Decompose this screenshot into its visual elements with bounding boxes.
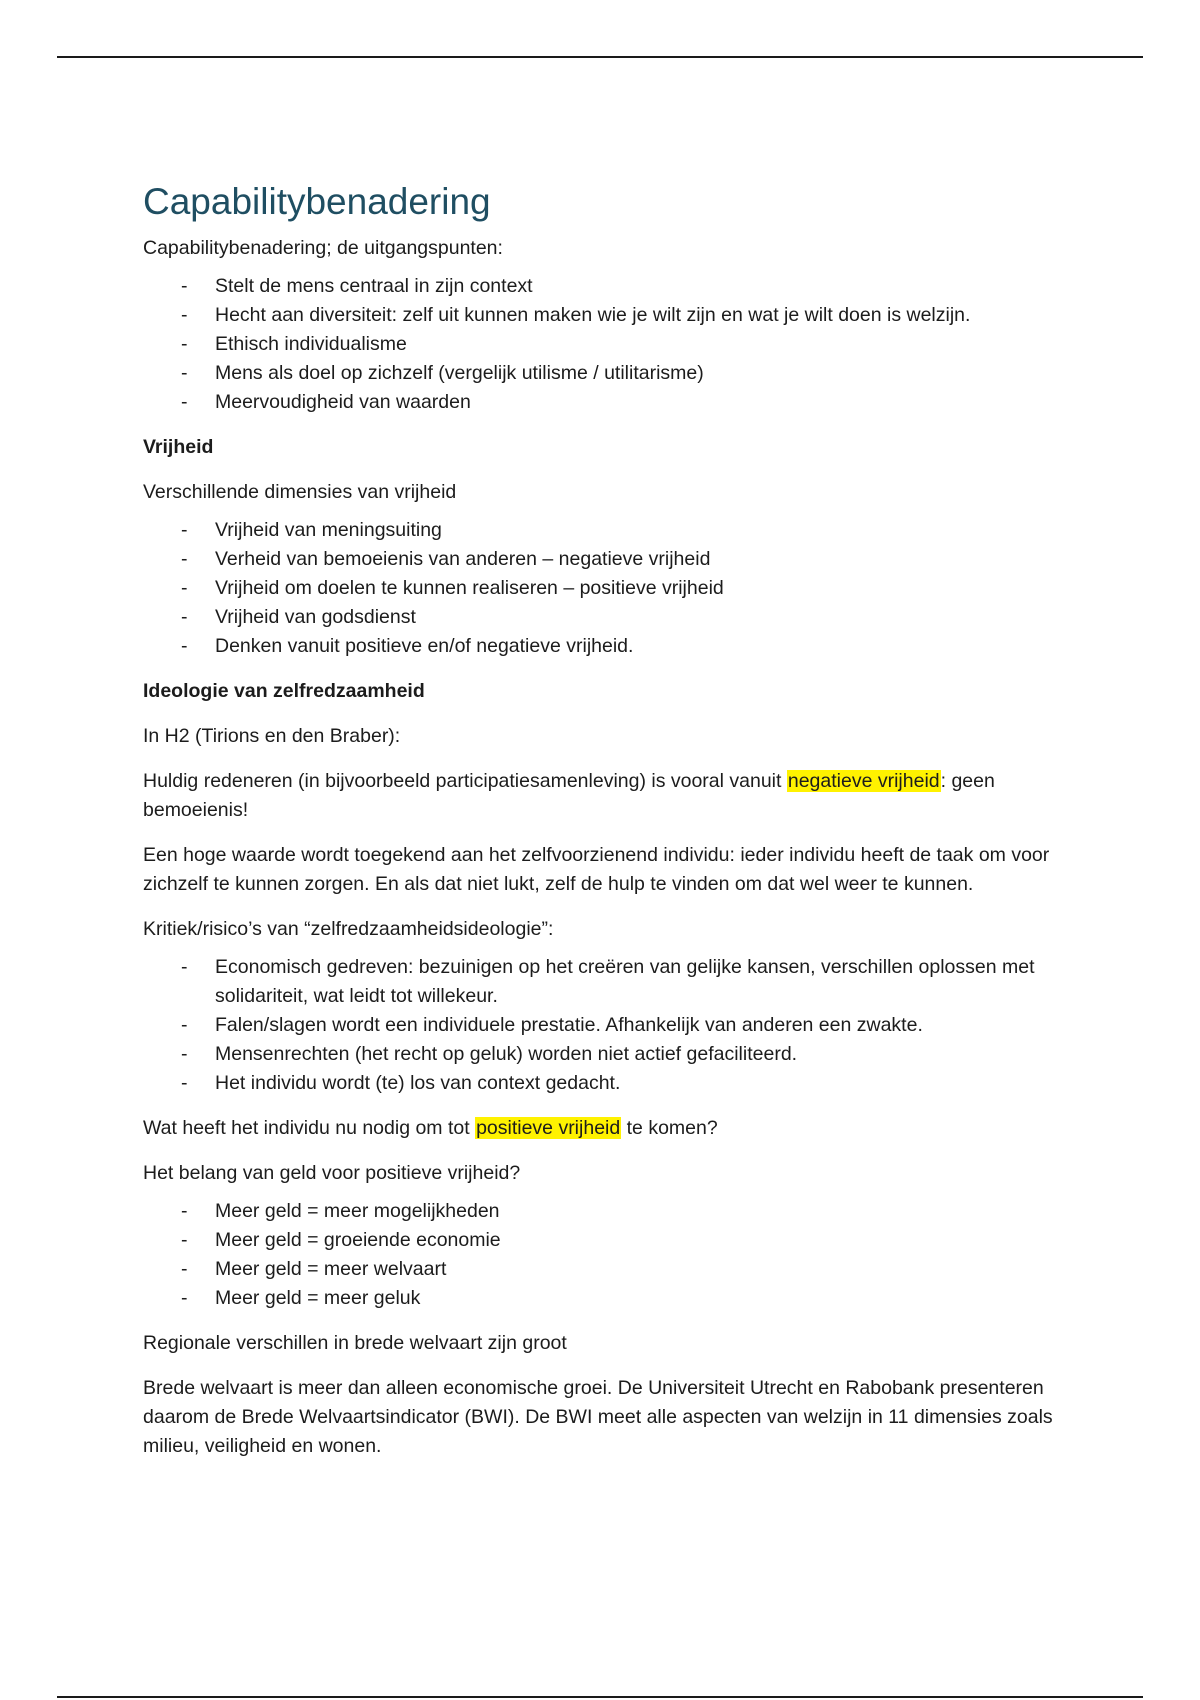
header-rule: [57, 56, 1143, 58]
list-item: - Mens als doel op zichzelf (vergelijk utilisme / utilitarisme): [143, 359, 1073, 388]
freedom-list: [143, 516, 1073, 661]
value-paragraph: Een hoge waarde wordt toegekend aan het zelfvoorzienend individu: ieder individu heeft de taak om voor zichzelf te kunnen zorgen. En als dat niet lukt, zelf de hulp te vinden om dat wel weer te kunnen.: [143, 844, 1050, 895]
list-item: - Meer geld = meer mogelijkheden: [143, 1197, 1073, 1226]
list-item: - Ethisch individualisme: [143, 330, 1073, 359]
freedom-heading: Vrijheid: [143, 436, 214, 458]
intro-paragraph: Capabilitybenadering; de uitgangspunten:: [143, 237, 503, 259]
list-item: - Meervoudigheid van waarden: [143, 388, 1073, 417]
reasoning-text: Huldig redeneren (in bijvoorbeeld participatiesamenleving) is vooral vanuit: [143, 770, 787, 792]
highlight-positive-freedom: positieve vrijheid: [476, 1117, 621, 1139]
list-item: - Het individu wordt (te) los van context gedacht.: [143, 1069, 1073, 1098]
page-title: Capabilitybenadering: [143, 181, 491, 222]
list-item: - Economisch gedreven: bezuinigen op het creëren van gelijke kansen, verschillen oplossen met solidariteit, wat leidt tot willekeur.: [143, 953, 1073, 1011]
list-item: - Denken vanuit positieve en/of negatieve vrijheid.: [143, 632, 1073, 661]
critique-intro: Kritiek/risico’s van “zelfredzaamheidsideologie”:: [143, 918, 554, 940]
list-item: - Falen/slagen wordt een individuele prestatie. Afhankelijk van anderen een zwakte.: [143, 1011, 1073, 1040]
source-paragraph: In H2 (Tirions en den Braber):: [143, 725, 401, 747]
footer-rule: [57, 1696, 1143, 1698]
question-text: Wat heeft het individu nu nodig om tot: [143, 1117, 476, 1139]
list-item: - Meer geld = groeiende economie: [143, 1226, 1073, 1255]
bwi-paragraph: Brede welvaart is meer dan alleen economische groei. De Universiteit Utrecht en Rabobank presenteren daarom de Brede Welvaartsindicator (BWI). De BWI meet alle aspecten van welzijn in 11 dimensies zoals milieu, veiligheid en wonen.: [143, 1377, 1053, 1457]
question-text-end: te komen?: [621, 1117, 718, 1139]
document-body: [143, 178, 1073, 1477]
highlight-negative-freedom: negatieve vrijheid: [787, 770, 940, 792]
regional-paragraph: Regionale verschillen in brede welvaart zijn groot: [143, 1332, 567, 1354]
reasoning-paragraph: [143, 767, 1073, 825]
reasoning-text-end: : geen bemoeienis!: [143, 770, 995, 821]
principles-list: [143, 272, 1073, 417]
list-item: - Vrijheid van godsdienst: [143, 603, 1073, 632]
list-item: - Vrijheid van meningsuiting: [143, 516, 1073, 545]
ideology-heading: Ideologie van zelfredzaamheid: [143, 680, 425, 702]
list-item: - Mensenrechten (het recht op geluk) worden niet actief gefaciliteerd.: [143, 1040, 1073, 1069]
money-intro: Het belang van geld voor positieve vrijheid?: [143, 1162, 521, 1184]
freedom-intro: Verschillende dimensies van vrijheid: [143, 481, 457, 503]
list-item: - Meer geld = meer welvaart: [143, 1255, 1073, 1284]
list-item: - Stelt de mens centraal in zijn context: [143, 272, 1073, 301]
question-paragraph: [143, 1114, 1073, 1143]
list-item: - Verheid van bemoeienis van anderen – negatieve vrijheid: [143, 545, 1073, 574]
money-list: [143, 1197, 1073, 1313]
critique-list: [143, 953, 1073, 1098]
list-item: - Meer geld = meer geluk: [143, 1284, 1073, 1313]
list-item: - Vrijheid om doelen te kunnen realiseren – positieve vrijheid: [143, 574, 1073, 603]
list-item: - Hecht aan diversiteit: zelf uit kunnen maken wie je wilt zijn en wat je wilt doen is welzijn.: [143, 301, 1073, 330]
